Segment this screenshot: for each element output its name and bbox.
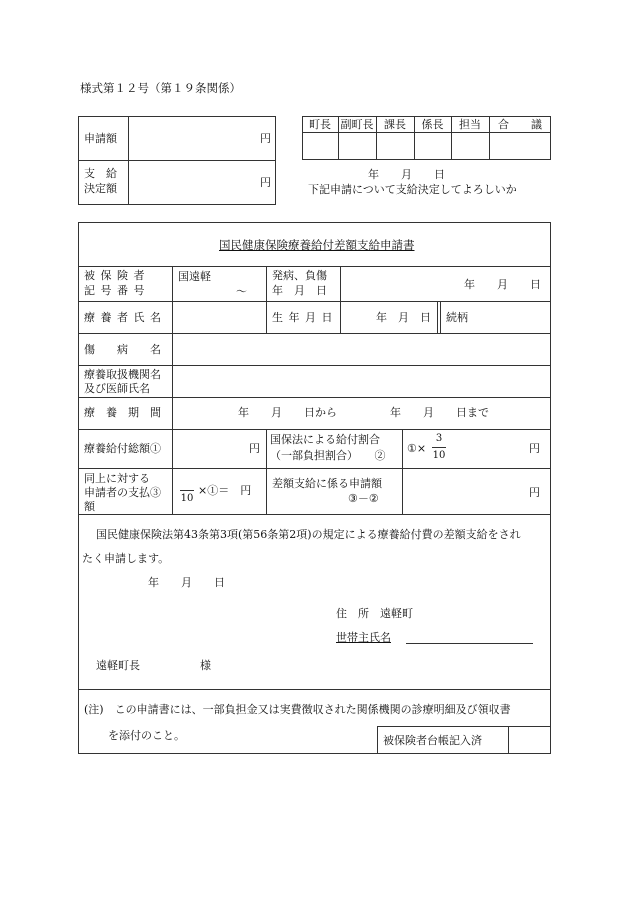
- row-divider: [78, 514, 551, 515]
- ledger-box-left: [377, 726, 378, 754]
- period-from: 年 月 日から: [238, 406, 337, 419]
- request-amount-unit: 円: [260, 132, 271, 145]
- row-divider: [78, 301, 551, 302]
- diff-label-2: ③－②: [348, 492, 379, 505]
- approval-header-unit-chief: 係長: [421, 118, 444, 131]
- row1-divider: [340, 266, 341, 301]
- nhi-denominator: 10: [432, 450, 446, 461]
- paid-label-2: 申請者の支払③: [84, 486, 161, 499]
- insured-number-range: ～: [236, 285, 247, 298]
- approval-header-mayor: 町長: [309, 118, 331, 131]
- total-label: 療養給付総額①: [84, 442, 161, 455]
- injury-label: 傷 病 名: [84, 343, 161, 356]
- approval-header-staff: 担当: [459, 118, 481, 131]
- row-divider: [78, 429, 551, 430]
- addressee-honorific: 様: [200, 659, 211, 672]
- approval-header-section-chief: 課長: [384, 118, 406, 131]
- householder-label: 世帯主氏名: [336, 631, 391, 644]
- form-number: 様式第１２号（第１９条関係）: [80, 81, 241, 95]
- note-line-1: (注) この申請書には、一部負担金又は実費徴収された関係機関の診療明細及び領収書: [84, 703, 511, 716]
- relation-label: 続柄: [446, 311, 468, 324]
- diff-unit: 円: [529, 486, 540, 499]
- onset-label-2: 年 月 日: [272, 284, 327, 297]
- row-divider: [78, 468, 551, 469]
- form-title: 国民健康保険療養給付差額支給申請書: [219, 238, 415, 252]
- nhi-formula: ①×: [407, 442, 427, 455]
- decision-amount-label-1: 支 給: [84, 167, 117, 180]
- paid-denominator: 10: [180, 493, 194, 504]
- dob-date: 年 月 日: [376, 311, 431, 324]
- row-divider: [78, 365, 551, 366]
- row-divider: [78, 266, 551, 267]
- request-amount-label: 申請額: [84, 132, 117, 145]
- insured-label-2: 記 号 番 号: [84, 284, 146, 297]
- approval-note: 下記申請について支給決定してよろしいか: [308, 183, 517, 196]
- insured-label-1: 被 保 険 者: [84, 269, 146, 282]
- onset-label-1: 発病、負傷: [272, 269, 327, 282]
- declaration-line-2: たく申請します。: [82, 552, 170, 565]
- amount-box-row-divider: [78, 160, 276, 161]
- addressee: 遠軽町長: [96, 659, 140, 672]
- nhi-fraction-bar: [432, 447, 446, 448]
- row2-divider: [437, 301, 438, 333]
- decision-amount-unit: 円: [260, 176, 271, 189]
- row-divider: [78, 397, 551, 398]
- approval-date: 年 月 日: [368, 168, 445, 181]
- ledger-label: 被保険者台帳記入済: [383, 734, 482, 747]
- paid-formula: ×①＝ 円: [198, 484, 252, 497]
- notes-divider: [78, 689, 551, 690]
- period-label: 療 養 期 間: [84, 406, 161, 419]
- onset-date: 年 月 日: [464, 278, 541, 291]
- institution-label-2: 及び医師氏名: [84, 382, 150, 395]
- approval-header-divider: [302, 132, 551, 133]
- paid-fraction-bar: [180, 490, 194, 491]
- ledger-box-top: [377, 726, 551, 727]
- period-to: 年 月 日まで: [390, 406, 489, 419]
- label-column-divider: [172, 266, 173, 514]
- note-line-2: を添付のこと。: [108, 729, 185, 742]
- row-divider: [78, 333, 551, 334]
- amount-rows-divider: [266, 429, 267, 514]
- nhi-label-1: 国保法による給付割合: [270, 433, 380, 446]
- patient-name-label: 療 養 者 氏 名: [84, 311, 162, 324]
- institution-label-1: 療養取扱機関名: [84, 368, 161, 381]
- address-label: 住 所 遠軽町: [336, 607, 413, 620]
- declaration-date: 年 月 日: [148, 576, 225, 589]
- approval-header-consultation: 合 議: [498, 118, 542, 131]
- amount-rows-divider: [402, 429, 403, 514]
- total-unit: 円: [249, 442, 260, 455]
- dob-label: 生 年 月 日: [272, 311, 334, 324]
- householder-signature-line[interactable]: [406, 643, 533, 644]
- ledger-box-divider: [508, 726, 509, 754]
- insured-number-prefix: 国遠軽: [178, 270, 211, 283]
- declaration-line-1: 国民健康保険法第43条第3項(第56条第2項)の規定による療養給付費の差額支給をされ: [96, 528, 521, 541]
- nhi-numerator: 3: [435, 433, 443, 444]
- diff-label-1: 差額支給に係る申請額: [272, 477, 382, 490]
- row2-divider: [440, 301, 441, 333]
- row2-divider: [266, 301, 267, 333]
- nhi-label-2: （一部負担割合） ②: [270, 449, 386, 462]
- decision-amount-label-2: 決定額: [84, 182, 117, 195]
- paid-label-1: 同上に対する: [84, 472, 150, 485]
- row1-divider: [266, 266, 267, 301]
- paid-label-3: 額: [84, 500, 95, 513]
- nhi-unit: 円: [529, 442, 540, 455]
- approval-header-deputy-mayor: 副町長: [340, 118, 374, 131]
- row2-divider: [340, 301, 341, 333]
